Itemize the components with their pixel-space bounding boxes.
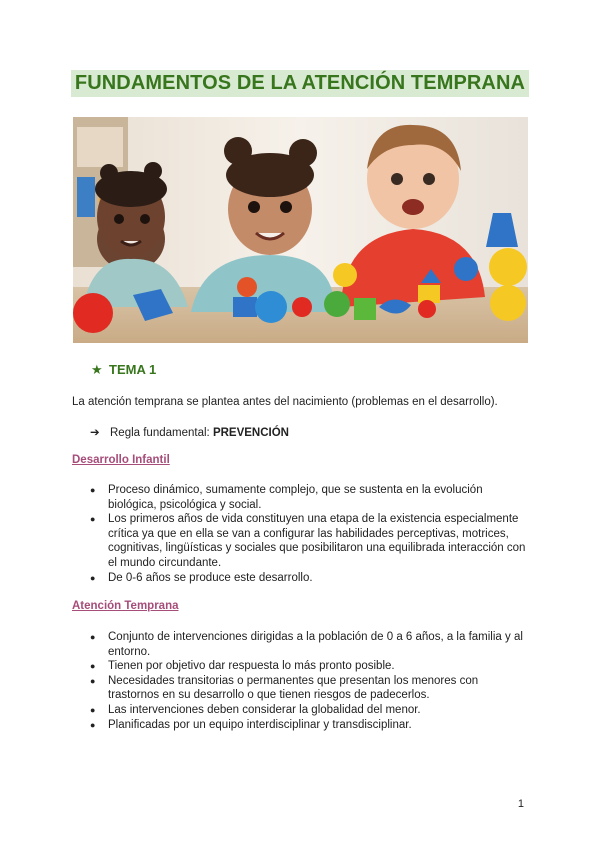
page-title-wrapper <box>0 70 600 97</box>
rule-line <box>90 425 289 439</box>
page-number: 1 <box>517 798 524 810</box>
list-item: ● Planificadas por un equipo interdisciplinar y transdisciplinar. <box>90 718 530 733</box>
tema-label: TEMA 1 <box>109 362 157 377</box>
list-item: ● Necesidades transitorias o permanentes que presentan los menores con trastornos en su desarrollo o que tienen riesgos de padecerlos. <box>90 674 530 703</box>
children-playing-illustration <box>73 117 528 343</box>
rule-value: PREVENCIÓN <box>212 427 289 439</box>
intro-paragraph: La atención temprana se plantea antes del nacimiento (problemas en el desarrollo). <box>72 396 498 408</box>
hero-image <box>73 117 528 343</box>
page-title: FUNDAMENTOS DE LA ATENCIÓN TEMPRANA <box>71 70 529 97</box>
list-item: ● Conjunto de intervenciones dirigidas a la población de 0 a 6 años, a la familia y al entorno. <box>90 630 530 659</box>
bullet-list-desarrollo <box>90 483 530 585</box>
section-heading-desarrollo: Desarrollo Infantil <box>72 454 170 466</box>
list-item: ● Tienen por objetivo dar respuesta lo más pronto posible. <box>90 659 530 674</box>
bullet-list-atencion <box>90 630 530 732</box>
list-item: ● Los primeros años de vida constituyen una etapa de la existencia especialmente crítica ya que en ella se van a configurar las habilidades perceptivas, motrices, cognitivas, lingüísticas y sociales que posibilitaron una equilibrada interacción con el mundo circundante. <box>90 512 530 570</box>
section-heading-atencion: Atención Temprana <box>72 600 179 612</box>
arrow-right-icon: ➔ <box>90 427 100 439</box>
star-icon: ★ <box>91 362 103 377</box>
list-item: ● De 0-6 años se produce este desarrollo. <box>90 571 530 586</box>
rule-label: Regla fundamental: <box>110 427 213 439</box>
list-item: ● Las intervenciones deben considerar la globalidad del menor. <box>90 703 530 718</box>
list-item: ● Proceso dinámico, sumamente complejo, que se sustenta en la evolución biológica, psicológica y social. <box>90 483 530 512</box>
tema-heading <box>91 362 156 378</box>
